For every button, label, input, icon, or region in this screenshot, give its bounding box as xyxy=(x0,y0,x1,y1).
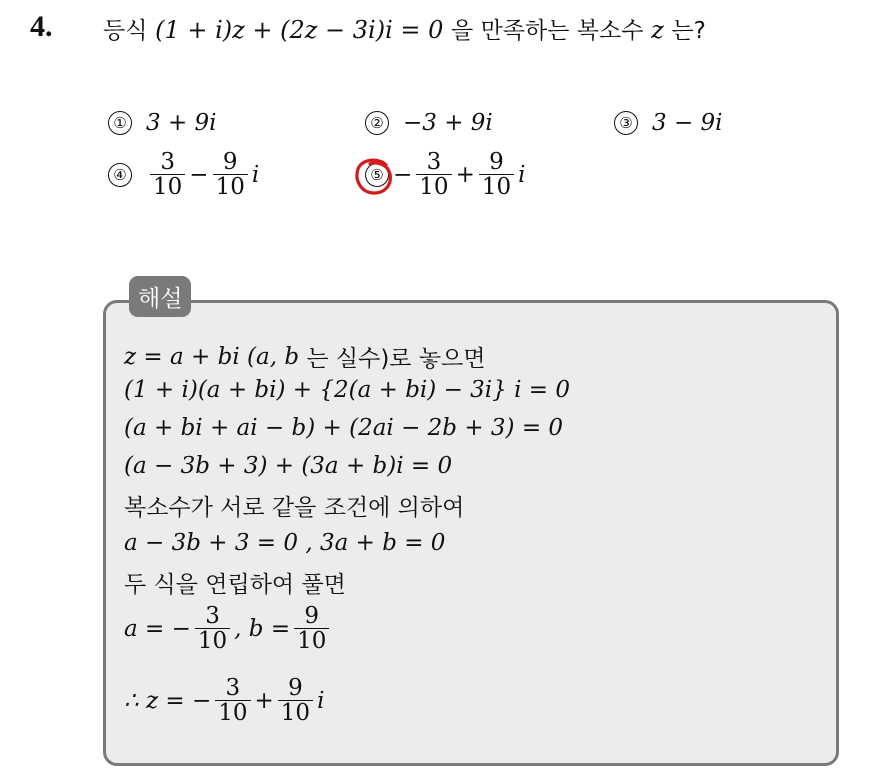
question-text xyxy=(103,12,706,45)
question-number: 4. xyxy=(30,10,53,43)
solution-line-9-den-1: 10 xyxy=(215,700,250,725)
solution-line-2: (1 + i)(a + bi) + {2(a + bi) − 3i} i = 0 xyxy=(124,377,570,403)
solution-line-9-den-2: 10 xyxy=(278,700,313,725)
choice-4-frac-1 xyxy=(150,150,185,199)
solution-tab: 해설 xyxy=(129,276,191,317)
solution-line-8-b: , b = xyxy=(234,615,291,642)
question-equation: (1 + i)z + (2z − 3i)i = 0 xyxy=(155,16,444,44)
solution-line-9 xyxy=(124,676,324,725)
question-variable: z xyxy=(651,16,664,44)
solution-line-8-num-2: 9 xyxy=(304,603,320,629)
solution-line-9-num-2: 9 xyxy=(288,675,303,701)
choice-3-mark: ③ xyxy=(614,111,638,135)
solution-line-8-frac-2 xyxy=(294,604,329,653)
solution-line-9-op: + xyxy=(254,687,274,714)
choice-5-den-1: 10 xyxy=(416,174,451,199)
choice-4-frac-2 xyxy=(213,150,248,199)
solution-line-9-unit: i xyxy=(317,687,325,714)
solution-line-8 xyxy=(124,604,333,653)
choice-2[interactable] xyxy=(365,110,493,136)
choice-5-frac-1 xyxy=(416,150,451,199)
solution-line-7: 두 식을 연립하여 풀면 xyxy=(124,572,346,598)
solution-line-8-den-2: 10 xyxy=(294,628,329,653)
choice-5-sign: − xyxy=(393,161,413,188)
choice-5-num-2: 9 xyxy=(489,149,504,175)
question-suffix: 을 만족하는 복소수 xyxy=(451,18,644,44)
solution-line-8-a: a = − xyxy=(124,615,191,642)
choice-4-unit: i xyxy=(251,161,260,188)
choice-4-op: − xyxy=(189,161,209,188)
solution-line-5: 복소수가 서로 같을 조건에 의하여 xyxy=(124,495,465,521)
choice-4-den-1: 10 xyxy=(150,174,185,199)
choice-4-num-2: 9 xyxy=(222,149,238,175)
solution-line-9-frac-1 xyxy=(215,676,250,725)
solution-line-9-num-1: 3 xyxy=(225,675,241,701)
choice-2-text: −3 + 9i xyxy=(403,110,493,136)
choice-5-frac-2 xyxy=(479,150,514,199)
solution-line-4: (a − 3b + 3) + (3a + b)i = 0 xyxy=(124,453,453,479)
answer-circle-mark xyxy=(352,155,396,199)
choice-4-mark: ④ xyxy=(108,163,132,187)
solution-line-6: a − 3b + 3 = 0 , 3a + b = 0 xyxy=(124,530,446,556)
solution-line-9-frac-2 xyxy=(278,676,313,725)
choice-5-op: + xyxy=(455,161,475,188)
solution-line-8-den-1: 10 xyxy=(195,628,230,653)
question-prefix: 등식 xyxy=(103,18,148,44)
solution-line-9-pre: ∴ z = − xyxy=(124,687,212,714)
question-tail: 는? xyxy=(671,18,706,44)
choice-1[interactable] xyxy=(108,110,217,136)
solution-line-8-num-1: 3 xyxy=(205,603,220,629)
choice-3-text: 3 − 9i xyxy=(652,110,723,136)
choice-5-num-1: 3 xyxy=(426,149,442,175)
choice-1-text: 3 + 9i xyxy=(146,110,217,136)
choice-5-unit: i xyxy=(518,161,526,188)
solution-line-1-text: 는 실수)로 놓으면 xyxy=(306,346,486,372)
choice-4-num-1: 3 xyxy=(160,149,175,175)
choice-5-den-2: 10 xyxy=(479,174,514,199)
solution-line-1 xyxy=(124,340,485,373)
choice-1-mark: ① xyxy=(108,111,132,135)
choice-4-den-2: 10 xyxy=(213,174,248,199)
answer-circle-stroke xyxy=(357,160,390,193)
choice-5-mark: ⑤ xyxy=(365,163,389,187)
solution-line-8-frac-1 xyxy=(195,604,230,653)
choice-2-mark: ② xyxy=(365,111,389,135)
choice-4[interactable] xyxy=(108,150,259,199)
choice-3[interactable] xyxy=(614,110,723,136)
solution-line-1-math: z = a + bi (a, b xyxy=(124,343,300,370)
solution-line-3: (a + bi + ai − b) + (2ai − 2b + 3) = 0 xyxy=(124,415,564,441)
